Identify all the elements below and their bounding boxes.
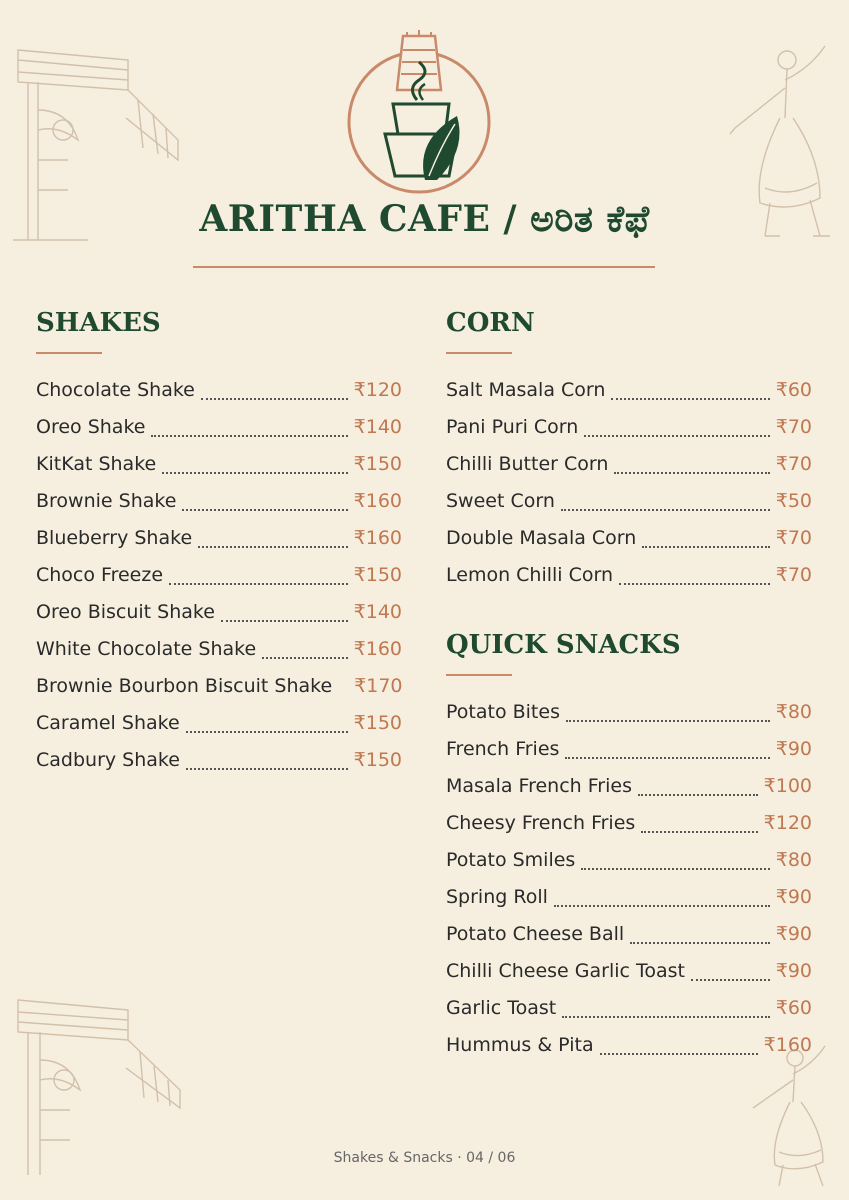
item-name: Chocolate Shake [36, 379, 195, 401]
dot-leader [642, 546, 769, 548]
section-title-shakes: SHAKES [36, 308, 161, 338]
menu-item [36, 520, 402, 557]
item-name: Brownie Bourbon Biscuit Shake [36, 675, 333, 697]
item-name: Oreo Biscuit Shake [36, 601, 215, 623]
menu-item [446, 372, 812, 409]
item-name: Brownie Shake [36, 490, 177, 512]
menu-item [446, 768, 812, 805]
dot-leader [221, 620, 348, 622]
dot-leader [201, 398, 348, 400]
item-price: ₹100 [763, 775, 812, 797]
dot-leader [186, 768, 348, 770]
section-spacer [446, 594, 812, 628]
page-footer: Shakes & Snacks · 04 / 06 [333, 1150, 516, 1166]
item-name: Potato Cheese Ball [446, 923, 625, 945]
item-price: ₹150 [353, 564, 402, 586]
item-price: ₹140 [353, 601, 402, 623]
section-divider [446, 352, 512, 354]
title-divider [193, 266, 655, 268]
menu-item [446, 520, 812, 557]
menu-item [36, 705, 402, 742]
item-name: KitKat Shake [36, 453, 157, 475]
shakes-column [36, 306, 402, 779]
item-name: Cadbury Shake [36, 749, 180, 771]
section-title-quick-snacks: QUICK SNACKS [446, 630, 681, 660]
page-title: ARITHA CAFE / ಅರಿತ ಕೆಫೆ [199, 198, 650, 240]
menu-item [446, 805, 812, 842]
item-name: Chilli Cheese Garlic Toast [446, 960, 685, 982]
menu-item [446, 446, 812, 483]
item-name: Oreo Shake [36, 416, 146, 438]
item-price: ₹160 [353, 490, 402, 512]
item-price: ₹150 [353, 749, 402, 771]
item-price: ₹160 [353, 638, 402, 660]
dot-leader [169, 583, 348, 585]
item-price: ₹80 [775, 849, 812, 871]
shakes-list [36, 372, 402, 779]
item-price: ₹140 [353, 416, 402, 438]
item-name: Double Masala Corn [446, 527, 637, 549]
menu-item [36, 483, 402, 520]
dot-leader [630, 942, 770, 944]
item-price: ₹120 [353, 379, 402, 401]
item-name: Potato Bites [446, 701, 560, 723]
menu-item [446, 842, 812, 879]
item-name: Caramel Shake [36, 712, 180, 734]
dot-leader [641, 831, 757, 833]
item-name: Sweet Corn [446, 490, 555, 512]
dot-leader [611, 398, 769, 400]
menu-item [446, 953, 812, 990]
menu-item [446, 409, 812, 446]
item-name: Spring Roll [446, 886, 548, 908]
menu-item [36, 409, 402, 446]
section-title-corn: CORN [446, 308, 535, 338]
dot-leader [561, 509, 770, 511]
menu-item [446, 879, 812, 916]
corn-snacks-column [446, 306, 812, 1064]
menu-item [36, 594, 402, 631]
dot-leader [600, 1053, 758, 1055]
menu-item [36, 446, 402, 483]
menu-item [446, 694, 812, 731]
item-price: ₹70 [775, 527, 812, 549]
dot-leader [565, 757, 769, 759]
menu-item [36, 372, 402, 409]
item-name: Potato Smiles [446, 849, 576, 871]
dot-leader [562, 1016, 770, 1018]
dot-leader [566, 720, 770, 722]
item-price: ₹60 [775, 997, 812, 1019]
item-name: Chilli Butter Corn [446, 453, 609, 475]
item-price: ₹90 [775, 886, 812, 908]
dot-leader [262, 657, 347, 659]
corn-list [446, 372, 812, 594]
section-divider [446, 674, 512, 676]
item-name: Masala French Fries [446, 775, 632, 797]
dot-leader [186, 731, 348, 733]
dot-leader [151, 435, 347, 437]
menu-item [446, 557, 812, 594]
item-price: ₹70 [775, 453, 812, 475]
item-price: ₹150 [353, 453, 402, 475]
menu-item [446, 483, 812, 520]
item-price: ₹90 [775, 923, 812, 945]
temple-tea-cup-leaf-logo [345, 30, 493, 196]
menu-item [446, 731, 812, 768]
item-name: White Chocolate Shake [36, 638, 257, 660]
dot-leader [182, 509, 347, 511]
item-price: ₹70 [775, 416, 812, 438]
menu-item [446, 916, 812, 953]
dot-leader [614, 472, 769, 474]
item-price: ₹120 [763, 812, 812, 834]
item-price: ₹160 [353, 527, 402, 549]
dot-leader [691, 979, 770, 981]
item-name: French Fries [446, 738, 560, 760]
item-name: Salt Masala Corn [446, 379, 606, 401]
menu-item [36, 742, 402, 779]
menu-item [36, 668, 402, 705]
item-name: Pani Puri Corn [446, 416, 579, 438]
item-name: Blueberry Shake [36, 527, 193, 549]
item-price: ₹60 [775, 379, 812, 401]
item-price: ₹50 [775, 490, 812, 512]
item-name: Garlic Toast [446, 997, 557, 1019]
menu-item [446, 990, 812, 1027]
item-price: ₹90 [775, 960, 812, 982]
section-divider [36, 352, 102, 354]
item-name: Cheesy French Fries [446, 812, 636, 834]
item-price: ₹150 [353, 712, 402, 734]
item-name: Lemon Chilli Corn [446, 564, 614, 586]
dot-leader [619, 583, 770, 585]
dancer-sketch-icon [745, 1040, 840, 1190]
item-name: Hummus & Pita [446, 1034, 594, 1056]
quick-snacks-list [446, 694, 812, 1064]
dot-leader [554, 905, 770, 907]
item-price: ₹80 [775, 701, 812, 723]
dot-leader [338, 694, 348, 696]
item-price: ₹70 [775, 564, 812, 586]
dot-leader [162, 472, 347, 474]
dot-leader [584, 435, 769, 437]
dot-leader [198, 546, 348, 548]
menu-item [36, 557, 402, 594]
dot-leader [581, 868, 769, 870]
dot-leader [638, 794, 758, 796]
item-price: ₹170 [354, 675, 403, 697]
menu-item [36, 631, 402, 668]
item-price: ₹160 [763, 1034, 812, 1056]
item-name: Choco Freeze [36, 564, 164, 586]
item-price: ₹90 [775, 738, 812, 760]
